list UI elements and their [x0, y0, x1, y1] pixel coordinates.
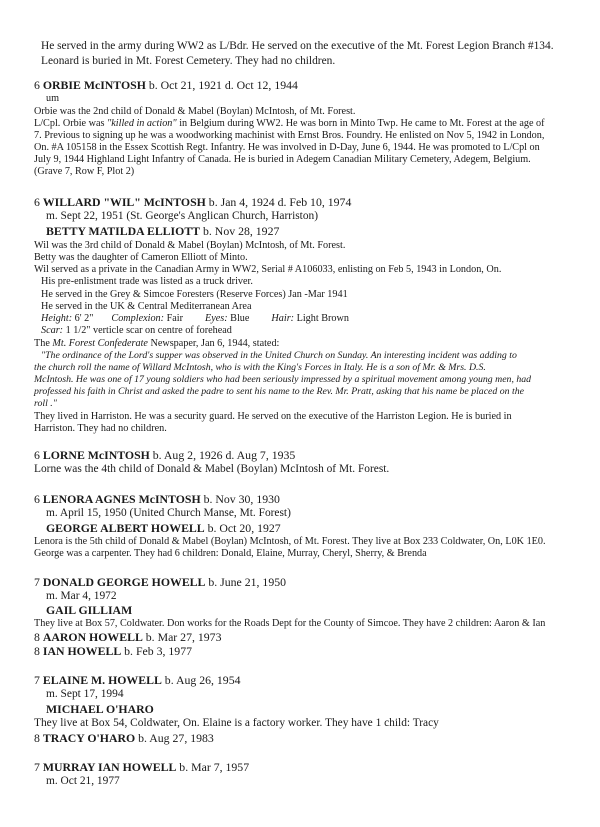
- text-line: Height: 6' 2" Complexion: Fair Eyes: Blue Hair: Light Brown: [41, 313, 349, 324]
- entry-heading: 6 LORNE McINTOSH b. Aug 2, 1926 d. Aug 7, 1935: [34, 448, 296, 462]
- text-line: m. Sept 22, 1951 (St. George's Anglican Church, Harriston): [46, 210, 319, 222]
- text-line: His pre-enlistment trade was listed as a truck driver.: [41, 276, 253, 287]
- quote-line: professed his faith in Christ and asked the padre to sent his name to the Rev. Mr. Pratt, asking that his name be placed on the: [34, 386, 524, 397]
- text-line: George was a carpenter. They had 6 children: Donald, Elaine, Murray, Cheryl, Sherry, & Brenda: [34, 548, 427, 559]
- entry-heading: 6 ORBIE McINTOSH b. Oct 21, 1921 d. Oct 12, 1944: [34, 78, 298, 92]
- text-line: 7. Previous to signing up he was a woodworking machinist with Ernst Bros. Foundry. He enlisted on Nov 5, 1942 in London,: [34, 130, 545, 141]
- text-line: The Mt. Forest Confederate Newspaper, Jan 6, 1944, stated:: [34, 338, 280, 349]
- child-heading: 8 TRACY O'HARO b. Aug 27, 1983: [34, 731, 214, 745]
- text-line: They lived in Harriston. He was a security guard. He served on the executive of the Harriston Legion. He is buried in: [34, 411, 512, 422]
- text-line: m. Oct 21, 1977: [46, 775, 120, 787]
- text-line: m. Mar 4, 1972: [46, 590, 117, 602]
- text-line: They live at Box 57, Coldwater. Don works for the Roads Dept for the County of Simcoe. They have 2 children: Aaron & Ian: [34, 618, 546, 629]
- text-line: Wil was the 3rd child of Donald & Mabel (Boylan) McIntosh, of Mt. Forest.: [34, 240, 346, 251]
- text-line: Orbie was the 2nd child of Donald & Mabel (Boylan) McIntosh, of Mt. Forest.: [34, 106, 356, 117]
- text-line: Leonard is buried in Mt. Forest Cemetery. They had no children.: [41, 55, 336, 67]
- child-heading: 8 IAN HOWELL b. Feb 3, 1977: [34, 644, 192, 658]
- text-line: m. April 15, 1950 (United Church Manse, Mt. Forest): [46, 507, 291, 519]
- text-line: He served in the Grey & Simcoe Foresters (Reserve Forces) Jan -Mar 1941: [41, 289, 348, 300]
- entry-heading: 6 LENORA AGNES McINTOSH b. Nov 30, 1930: [34, 492, 280, 506]
- text-line: Harriston. They had no children.: [34, 423, 167, 434]
- entry-heading: 7 MURRAY IAN HOWELL b. Mar 7, 1957: [34, 760, 250, 774]
- entry-heading: 7 ELAINE M. HOWELL b. Aug 26, 1954: [34, 673, 241, 687]
- text-line: He served in the army during WW2 as L/Bdr. He served on the executive of the Mt. Forest Legion Branch #134.: [41, 40, 554, 52]
- text-line: Lenora is the 5th child of Donald & Mabel (Boylan) McIntosh, of Mt. Forest. They live at Box 233 Coldwater, On, L0K 1E0.: [34, 536, 546, 547]
- spouse-heading: MICHAEL O'HARO: [46, 702, 154, 716]
- text-line: Lorne was the 4th child of Donald & Mabel (Boylan) McIntosh of Mt. Forest.: [34, 463, 390, 475]
- text-line: um: [46, 93, 60, 104]
- quote-line: "The ordinance of the Lord's supper was observed in the United Church on Sunday. An interesting incident was adding to: [41, 350, 517, 361]
- quote-line: McIntosh. He was one of 17 young soldiers who had been seriously impressed by a spiritual movement among young men, had: [34, 374, 532, 385]
- entry-heading: 7 DONALD GEORGE HOWELL b. June 21, 1950: [34, 575, 287, 589]
- text-line: Betty was the daughter of Cameron Elliott of Minto.: [34, 252, 248, 263]
- entry-heading: 6 WILLARD "WIL" McINTOSH b. Jan 4, 1924 d. Feb 10, 1974: [34, 195, 352, 209]
- spouse-heading: BETTY MATILDA ELLIOTT b. Nov 28, 1927: [46, 224, 280, 238]
- text-line: On. #A 105158 in the Essex Scottish Regt. Infantry. He was involved in D-Day, June 6, 1944. He was promoted to L/Cpl on: [34, 142, 540, 153]
- text-line: Scar: 1 1/2" verticle scar on centre of forehead: [41, 325, 232, 336]
- text-line: He served in the UK & Central Mediterranean Area: [41, 301, 252, 312]
- child-heading: 8 AARON HOWELL b. Mar 27, 1973: [34, 630, 222, 644]
- spouse-heading: GAIL GILLIAM: [46, 603, 133, 617]
- text-line: Wil served as a private in the Canadian Army in WW2, Serial # A106033, enlisting on Feb 5, 1943 in London, On.: [34, 264, 502, 275]
- text-line: July 9, 1944 Highland Light Infantry of Canada. He is buried in Adegem Canadian Military Cemetery, Adegem, Belgium.: [34, 154, 531, 165]
- text-line: They live at Box 54, Coldwater, On. Elaine is a factory worker. They have 1 child: Tracy: [34, 717, 439, 729]
- text-line: L/Cpl. Orbie was "killed in action" in Belgium during WW2. He was born in Minto Twp. He came to Mt. Forest at the age of: [34, 118, 545, 129]
- spouse-heading: GEORGE ALBERT HOWELL b. Oct 20, 1927: [46, 521, 281, 535]
- quote-line: the church roll the name of Willard McIntosh, who is with the King's Forces in Italy. He is a son of Mr. & Mrs. D.S.: [34, 362, 486, 373]
- text-line: m. Sept 17, 1994: [46, 688, 124, 700]
- quote-line: roll .": [34, 398, 57, 409]
- text-line: (Grave 7, Row F, Plot 2): [34, 166, 135, 177]
